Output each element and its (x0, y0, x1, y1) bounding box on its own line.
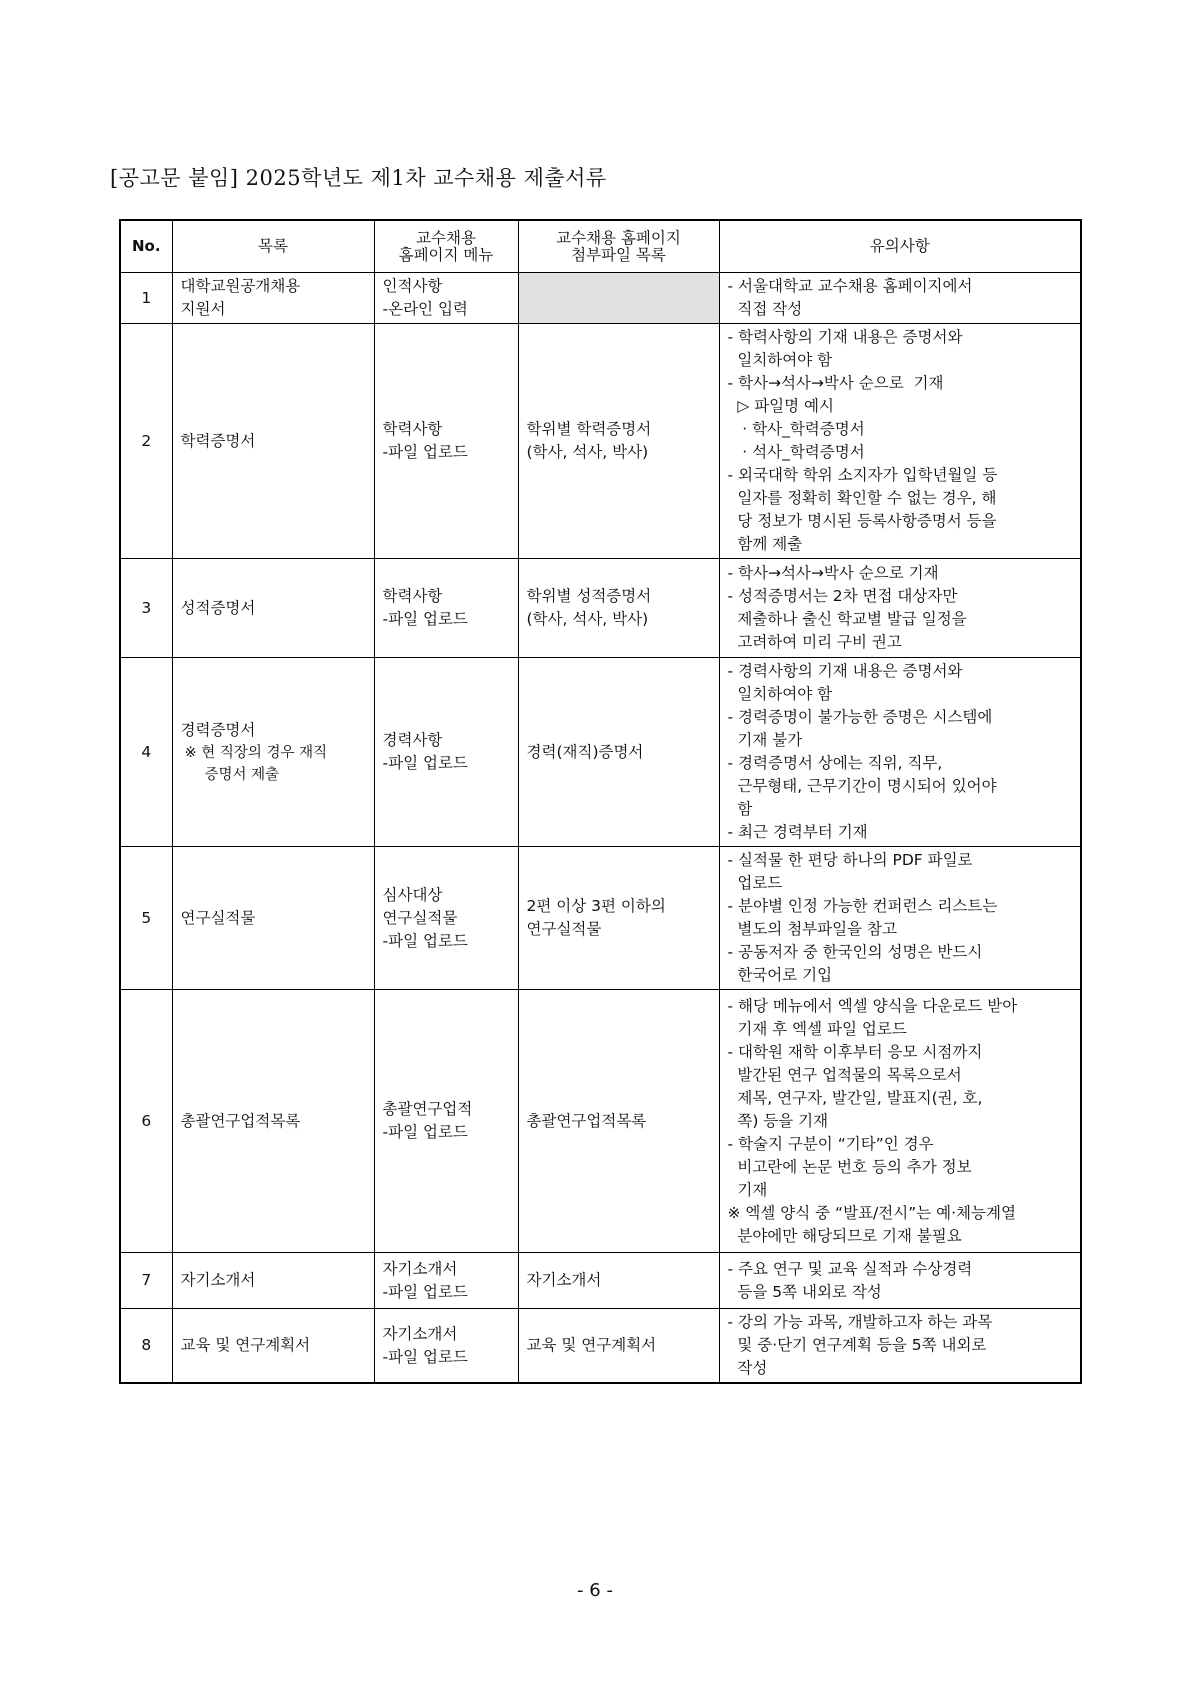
row-number: 4 (120, 658, 172, 847)
table-row (120, 990, 1081, 1253)
row-number: 8 (120, 1309, 172, 1384)
note-line: - 경력증명이 불가능한 증명은 시스템에 (727, 708, 993, 726)
note-line: - 경력증명서 상에는 직위, 직무, (727, 754, 943, 772)
note-line: - 공동저자 중 한국인의 성명은 반드시 (727, 943, 983, 961)
note-line: 한국어로 기입 (727, 966, 833, 984)
notes-cell (719, 273, 1081, 324)
attachment-line: 연구실적물 (526, 920, 602, 938)
note-line: 일자를 정확히 확인할 수 없는 경우, 해 (727, 489, 997, 507)
required-documents-table (119, 219, 1082, 1384)
note-line: - 분야별 인정 가능한 컨퍼런스 리스트는 (727, 897, 998, 915)
document-name: 경력증명서 (180, 720, 256, 739)
homepage-menu-line: -파일 업로드 (382, 443, 468, 461)
note-line: 함 (727, 800, 753, 818)
note-line: 쪽) 등을 기재 (727, 1111, 829, 1130)
note-line: - 최근 경력부터 기재 (727, 823, 868, 841)
notes-cell (719, 1253, 1081, 1309)
note-line: ▷ 파일명 예시 (727, 397, 834, 415)
note-line: 당 정보가 명시된 등록사항증명서 등을 (727, 512, 997, 530)
homepage-menu-cell (374, 273, 518, 324)
document-name: 학력증명서 (180, 431, 256, 450)
note-line: - 학력사항의 기재 내용은 증명서와 (727, 328, 963, 346)
attachment-line: 학위별 학력증명서 (526, 420, 652, 438)
table-row (120, 658, 1081, 847)
homepage-menu-line: 심사대상 (382, 885, 443, 904)
note-line: 기재 후 엑셀 파일 업로드 (727, 1019, 907, 1038)
note-line: 등을 5쪽 내외로 작성 (727, 1282, 882, 1301)
document-name: 교육 및 연구계획서 (180, 1336, 311, 1354)
row-number: 5 (120, 847, 172, 990)
notes-cell (719, 990, 1081, 1253)
note-line: · 학사_학력증명서 (727, 420, 865, 438)
note-line: 제출하나 출신 학교별 발급 일정을 (727, 610, 967, 628)
row-number: 6 (120, 990, 172, 1253)
note-line: · 석사_학력증명서 (727, 443, 865, 461)
note-line: ※ 엑셀 양식 중 “발표/전시”는 예·체능계열 (727, 1203, 1016, 1222)
header-attachment-line1: 교수채용 홈페이지 (556, 228, 681, 247)
header-doc: 목록 (172, 220, 374, 273)
header-menu-line1: 교수채용 (416, 228, 476, 247)
note-line: 일치하여야 함 (727, 685, 833, 703)
attachment-cell (518, 559, 719, 658)
note-line: 직접 작성 (727, 300, 803, 318)
note-line: 및 중·단기 연구계획 등을 5쪽 내외로 (727, 1336, 987, 1354)
attachment-line: (학사, 석사, 박사) (526, 443, 649, 461)
note-line: - 외국대학 학위 소지자가 입학년월일 등 (727, 466, 998, 484)
document-name: 성적증명서 (180, 598, 256, 617)
attachment-cell (518, 1309, 719, 1384)
document-name-cell (172, 990, 374, 1253)
notes-cell (719, 658, 1081, 847)
homepage-menu-line: -파일 업로드 (382, 931, 468, 950)
homepage-menu-line: 자기소개서 (382, 1324, 458, 1343)
homepage-menu-cell (374, 1309, 518, 1384)
attachment-line: (학사, 석사, 박사) (526, 610, 649, 628)
document-name-cell (172, 273, 374, 324)
table-row (120, 847, 1081, 990)
document-note (181, 742, 366, 786)
attachment-line: 학위별 성적증명서 (526, 587, 652, 605)
header-menu-line2: 홈페이지 메뉴 (398, 245, 494, 264)
attachment-line: 경력(재직)증명서 (526, 742, 644, 761)
homepage-menu-line: 경력사항 (382, 731, 443, 749)
homepage-menu-line: -파일 업로드 (382, 1282, 468, 1301)
note-line: 기재 (727, 1180, 768, 1199)
homepage-menu-line: -파일 업로드 (382, 610, 468, 628)
homepage-menu-cell (374, 847, 518, 990)
table-header-row (120, 220, 1081, 273)
page-number: - 6 - (577, 1580, 613, 1601)
page-title: [공고문 붙임] 2025학년도 제1차 교수채용 제출서류 (110, 166, 607, 190)
document-name: 지원서 (180, 300, 226, 318)
note-line: - 대학원 재학 이후부터 응모 시점까지 (727, 1042, 983, 1061)
attachment-cell (518, 990, 719, 1253)
document-name-cell (172, 847, 374, 990)
homepage-menu-line: 학력사항 (382, 587, 443, 605)
note-line: 비고란에 논문 번호 등의 추가 정보 (727, 1157, 972, 1176)
note-line: - 성적증명서는 2차 면접 대상자만 (727, 587, 958, 605)
note-line: 함께 제출 (727, 535, 803, 553)
document-name: 자기소개서 (180, 1271, 256, 1289)
homepage-menu-line: 총괄연구업적 (382, 1100, 473, 1118)
note-line: - 학사→석사→박사 순으로 기재 (727, 374, 944, 392)
note-line: 기재 불가 (727, 731, 803, 749)
row-number: 3 (120, 559, 172, 658)
attachment-cell (518, 324, 719, 559)
notes-cell (719, 559, 1081, 658)
homepage-menu-line: 인적사항 (382, 277, 443, 295)
attachment-cell (518, 1253, 719, 1309)
document-name-cell (172, 559, 374, 658)
note-line: - 주요 연구 및 교육 실적과 수상경력 (727, 1259, 973, 1278)
table-row (120, 1253, 1081, 1309)
notes-cell (719, 847, 1081, 990)
table-row (120, 324, 1081, 559)
document-name: 대학교원공개채용 (180, 277, 301, 295)
header-no: No. (120, 220, 172, 273)
document-name: 연구실적물 (180, 908, 256, 927)
table-row (120, 559, 1081, 658)
note-line: 작성 (727, 1359, 768, 1377)
homepage-menu-cell (374, 559, 518, 658)
note-line: - 학사→석사→박사 순으로 기재 (727, 564, 939, 582)
header-notes: 유의사항 (719, 220, 1081, 273)
attachment-line: 자기소개서 (526, 1271, 602, 1289)
homepage-menu-cell (374, 1253, 518, 1309)
document-name-cell (172, 1253, 374, 1309)
homepage-menu-cell (374, 990, 518, 1253)
document-name-cell (172, 324, 374, 559)
notes-cell (719, 324, 1081, 559)
note-line: - 경력사항의 기재 내용은 증명서와 (727, 662, 963, 680)
attachment-line: 총괄연구업적목록 (526, 1111, 647, 1130)
document-name-cell (172, 658, 374, 847)
note-line: 업로드 (727, 874, 783, 892)
note-line: - 강의 가능 과목, 개발하고자 하는 과목 (727, 1313, 993, 1331)
attachment-line: 2편 이상 3편 이하의 (526, 897, 666, 915)
homepage-menu-line: 연구실적물 (382, 908, 458, 927)
note-line: - 해당 메뉴에서 엑셀 양식을 다운로드 받아 (727, 996, 1018, 1015)
homepage-menu-line: -파일 업로드 (382, 1347, 468, 1366)
note-line: 분야에만 해당되므로 기재 불필요 (727, 1226, 962, 1245)
homepage-menu-cell (374, 324, 518, 559)
note-line: 근무형태, 근무기간이 명시되어 있어야 (727, 777, 997, 795)
homepage-menu-line: -온라인 입력 (382, 300, 468, 318)
document-name: 총괄연구업적목록 (180, 1111, 301, 1130)
header-attachment-line2: 첨부파일 목록 (571, 245, 666, 264)
note-line: 일치하여야 함 (727, 351, 833, 369)
attachment-cell (518, 273, 719, 324)
homepage-menu-line: 자기소개서 (382, 1259, 458, 1278)
attachment-line: 교육 및 연구계획서 (526, 1336, 657, 1354)
note-line: 제목, 연구자, 발간일, 발표지(권, 호, (727, 1088, 983, 1107)
document-note-line: 증명서 제출 (204, 766, 280, 783)
document-note-line: ※ 현 직장의 경우 재직 (184, 744, 328, 761)
homepage-menu-line: -파일 업로드 (382, 754, 468, 772)
homepage-menu-line: -파일 업로드 (382, 1123, 468, 1141)
table-row (120, 273, 1081, 324)
note-line: - 학술지 구분이 “기타”인 경우 (727, 1134, 934, 1153)
row-number: 7 (120, 1253, 172, 1309)
note-line: 고려하여 미리 구비 권고 (727, 633, 902, 651)
notes-cell (719, 1309, 1081, 1384)
row-number: 1 (120, 273, 172, 324)
attachment-cell (518, 658, 719, 847)
note-line: - 서울대학교 교수채용 홈페이지에서 (727, 277, 973, 295)
row-number: 2 (120, 324, 172, 559)
table-row (120, 1309, 1081, 1384)
document-name-cell (172, 1309, 374, 1384)
header-attachment (518, 220, 719, 273)
homepage-menu-cell (374, 658, 518, 847)
homepage-menu-line: 학력사항 (382, 420, 443, 438)
attachment-cell (518, 847, 719, 990)
note-line: - 실적물 한 편당 하나의 PDF 파일로 (727, 851, 973, 869)
note-line: 발간된 연구 업적물의 목록으로서 (727, 1065, 962, 1084)
header-menu (374, 220, 518, 273)
note-line: 별도의 첨부파일을 참고 (727, 920, 897, 938)
